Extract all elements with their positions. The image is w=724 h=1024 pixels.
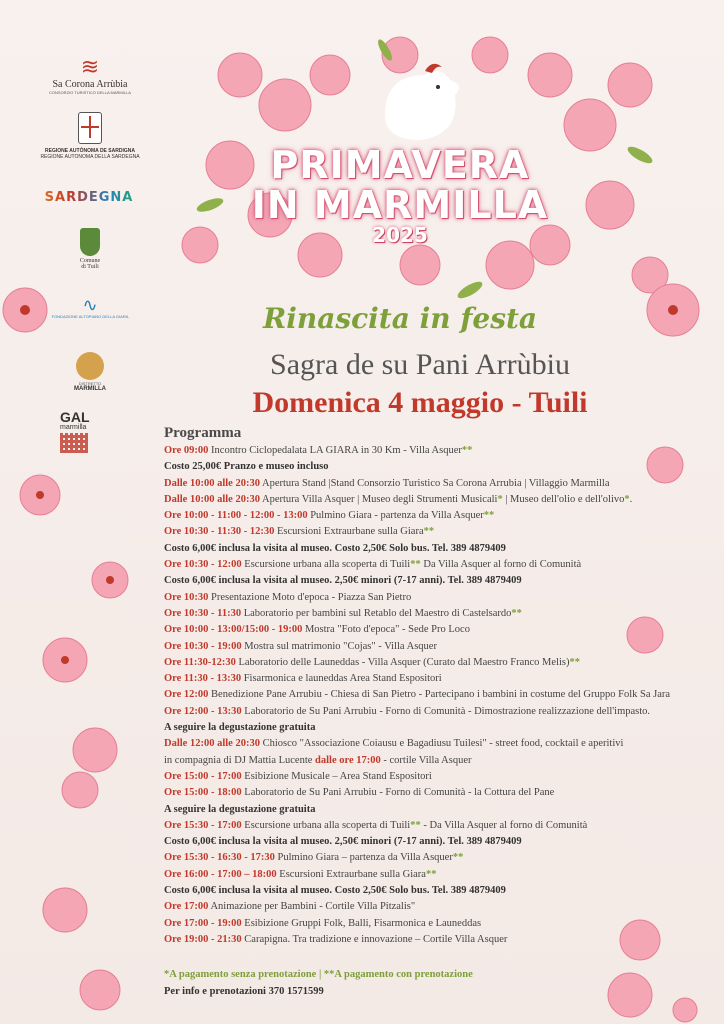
- program-time: Ore 10:30 - 19:00: [164, 640, 242, 652]
- program-row: [164, 492, 684, 508]
- program-row: [164, 508, 684, 524]
- blossom-right-1-icon: [638, 275, 708, 345]
- program-text: - Da Villa Asquer al forno di Comunità: [420, 819, 588, 831]
- program-text: **: [452, 852, 464, 864]
- program-text: Laboratorio de Su Pani Arrubiu - Forno di Comunità - la Cottura del Pane: [241, 787, 555, 799]
- footer: [164, 966, 684, 1000]
- program-text: **: [483, 510, 495, 522]
- logo-sa-corona-arrubia: ≋ Sa Corona Arrùbia CONSORZIO TURISTICO DELLA MARMILLA: [49, 54, 131, 95]
- program-text: Presentazione Moto d'epoca - Piazza San Pietro: [208, 591, 412, 603]
- program-row: [164, 720, 684, 736]
- blossom-left-6-icon: [25, 870, 145, 1020]
- program-time: Ore 10:00 - 13:00/15:00 - 19:00: [164, 624, 303, 636]
- program-text: Esibizione Musicale – Area Stand Espositori: [241, 770, 432, 782]
- program-text: Laboratorio per bambini sul Retablo del Maestro di Castelsardo: [241, 607, 512, 619]
- program-row: [164, 834, 684, 850]
- blossom-left-3-icon: [85, 555, 135, 605]
- program-text: | Museo dell'olio e dell'olivo: [502, 493, 625, 505]
- program-text: **: [410, 819, 421, 831]
- program-time: Ore 15:00 - 18:00: [164, 787, 242, 799]
- logo-gal-marmilla: GAL marmilla: [60, 410, 115, 453]
- program-row: [164, 932, 684, 948]
- program-row: [164, 753, 684, 769]
- program-row: [164, 671, 684, 687]
- program-row: [164, 639, 684, 655]
- program-text: Escursione urbana alla scoperta di Tuili: [241, 819, 411, 831]
- program-row: [164, 736, 684, 752]
- program-time: Ore 10:30 - 11:30 - 12:30: [164, 526, 275, 538]
- program-text: Apertura Stand |Stand Consorzio Turistico Sa Corona Arrubia | Villaggio Marmilla: [259, 477, 610, 489]
- program-text: Pulmino Giara - partenza da Villa Asquer: [307, 510, 484, 522]
- program-time: Dalle 10:00 alle 20:30: [164, 477, 260, 489]
- program-time: Dalle 12:00 alle 20:30: [164, 738, 260, 750]
- program-text: **: [569, 656, 580, 668]
- program-text: Costo 6,00€ inclusa la visita al museo. 2,50€ minori (7-17 anni). Tel. 389 4879409: [164, 836, 522, 848]
- program-text: Fisarmonica e launeddas Area Stand Espositori: [241, 673, 442, 685]
- program-text: Laboratorio delle Launeddas - Villa Asquer (Curato dal Maestro Franco Melis): [235, 656, 570, 668]
- program-time: Ore 19:00 - 21:30: [164, 933, 242, 945]
- program-time: Ore 09:00: [164, 445, 209, 456]
- program-row: [164, 622, 684, 638]
- program-text: Carapigna. Tra tradizione e innovazione – Cortile Villa Asquer: [241, 933, 508, 945]
- program-time: Ore 10:30: [164, 591, 209, 603]
- program-text: Costo 25,00€ Pranzo e museo incluso: [164, 461, 329, 473]
- event-title-line2: IN MARMILLA: [251, 183, 549, 227]
- info-contact: Per info e prenotazioni 370 1571599: [164, 986, 324, 997]
- program-text: **: [410, 559, 421, 571]
- program-title: Programma: [164, 425, 242, 441]
- program-text: Chiosco "Associazione Coiausu e Bagadiusu Tuilesi" - street food, cocktail e aperitivi: [259, 738, 624, 750]
- program-row: [164, 557, 684, 573]
- program-text: **: [423, 526, 435, 538]
- program-row: [164, 916, 684, 932]
- logo-comune-tuili: Comune di Tuili: [60, 228, 120, 270]
- program-text: **: [425, 868, 437, 880]
- program-text: *: [624, 493, 630, 505]
- event-date: Domenica 4 maggio - Tuili: [252, 386, 588, 419]
- program-text: Animazione per Bambini - Cortile Villa Pitzalis": [208, 901, 416, 913]
- blossom-left-2-icon: [15, 470, 65, 520]
- event-title-line1: PRIMAVERA: [270, 143, 530, 187]
- blossom-left-5-icon: [50, 720, 130, 810]
- program-time: Ore 10:30 - 12:00: [164, 559, 242, 571]
- program-text: **: [511, 607, 522, 619]
- program-row: [164, 850, 684, 866]
- program-row: [164, 606, 684, 622]
- program-text: Pulmino Giara – partenza da Villa Asquer: [274, 852, 453, 864]
- program-row: [164, 818, 684, 834]
- program-row: [164, 867, 684, 883]
- festival-name: Sagra de su Pani Arrùbiu: [270, 348, 570, 381]
- program-row: [164, 443, 684, 459]
- program-text: A seguire la degustazione gratuita: [164, 803, 316, 815]
- logo-fondazione-giara: ∿ FONDAZIONE ALTOPIANO DELLA GIARA: [51, 295, 129, 319]
- logo-distretto-marmilla: DISTRETTO MARMILLA: [55, 352, 125, 392]
- program-text: Escursioni Extraurbane sulla Giara: [276, 868, 426, 880]
- program-row: [164, 524, 684, 540]
- program-time: Ore 11:30 - 13:30: [164, 673, 242, 685]
- logo-regione-sardegna: REGIONE AUTÒNOMA DE SARDIGNA REGIONE AUTONOMA DELLA SARDEGNA: [40, 112, 140, 160]
- program-text: Esibizione Gruppi Folk, Balli, Fisarmonica e Launeddas: [241, 917, 482, 929]
- program-text: Benedizione Pane Arrubiu - Chiesa di San Pietro - Partecipano i bambini in costume del Gruppo Folk Sa Jara: [208, 689, 671, 701]
- program-row: [164, 459, 684, 475]
- program-text: Incontro Ciclopedalata LA GIARA in 30 Km - Villa Asquer: [208, 445, 462, 456]
- program-time: Dalle 10:00 alle 20:30: [164, 493, 260, 505]
- program-text: Escursioni Extraurbane sulla Giara: [274, 526, 424, 538]
- program-text: - cortile Villa Asquer: [380, 754, 472, 766]
- event-title-block: [180, 145, 620, 247]
- program-time: Ore 17:00: [164, 901, 209, 913]
- program-time: Ore 11:30-12:30: [164, 656, 236, 668]
- blossom-left-4-icon: [35, 630, 95, 690]
- program-text: Mostra "Foto d'epoca" - Sede Pro Loco: [302, 624, 470, 636]
- program-text: Da Villa Asquer al forno di Comunità: [420, 559, 582, 571]
- program-time: Ore 10:30 - 11:30: [164, 607, 242, 619]
- tagline: Rinascita in festa: [262, 302, 538, 335]
- logo-sardegna: SARDEGNA: [34, 190, 144, 205]
- program-text: Costo 6,00€ inclusa la visita al museo. Costo 2,50€ Solo bus. Tel. 389 4879409: [164, 542, 506, 554]
- program-row: [164, 899, 684, 915]
- program-text: **: [461, 445, 473, 456]
- program-row: [164, 541, 684, 557]
- info-phone[interactable]: 370 1571599: [268, 986, 324, 997]
- program-time: Ore 16:00 - 17:00 – 18:00: [164, 868, 277, 880]
- program-row: [164, 655, 684, 671]
- program-row: [164, 590, 684, 606]
- program-time: Ore 17:00 - 19:00: [164, 917, 242, 929]
- program-row: [164, 573, 684, 589]
- program-time: Ore 15:30 - 17:00: [164, 819, 242, 831]
- program-row: [164, 687, 684, 703]
- program-text: A seguire la degustazione gratuita: [164, 722, 316, 734]
- event-year: 2025: [372, 223, 428, 247]
- program-time: Ore 15:00 - 17:00: [164, 770, 242, 782]
- program-text: Escursione urbana alla scoperta di Tuili: [241, 559, 411, 571]
- program-row: [164, 476, 684, 492]
- program-text: Costo 6,00€ inclusa la visita al museo. Costo 2,50€ Solo bus. Tel. 389 4879409: [164, 885, 506, 897]
- program-time: Ore 12:00: [164, 689, 209, 701]
- program-row: [164, 883, 684, 899]
- program-section: [164, 425, 684, 948]
- program-text: .: [629, 493, 633, 505]
- program-row: [164, 704, 684, 720]
- program-time: Ore 12:00 - 13:30: [164, 705, 242, 717]
- program-row: [164, 769, 684, 785]
- program-text: Costo 6,00€ inclusa la visita al museo. 2,50€ minori (7-17 anni). Tel. 389 4879409: [164, 575, 522, 587]
- program-text: *: [497, 493, 503, 505]
- program-time: dalle ore 17:00: [315, 754, 381, 766]
- program-text: Apertura Villa Asquer | Museo degli Strumenti Musicali: [259, 493, 498, 505]
- program-text: Laboratorio de Su Pani Arrubiu - Forno di Comunità - Dimostrazione realizzazione dell'impasto.: [241, 705, 651, 717]
- program-text: in compagnia di DJ Mattia Lucente: [164, 754, 316, 766]
- program-time: Ore 10:00 - 11:00 - 12:00 - 13:00: [164, 510, 308, 522]
- payment-note: *A pagamento senza prenotazione | **A pagamento con prenotazione: [164, 969, 473, 980]
- program-text: Mostra sul matrimonio "Cojas" - Villa Asquer: [241, 640, 437, 652]
- program-time: Ore 15:30 - 16:30 - 17:30: [164, 852, 275, 864]
- program-row: [164, 785, 684, 801]
- program-row: [164, 802, 684, 818]
